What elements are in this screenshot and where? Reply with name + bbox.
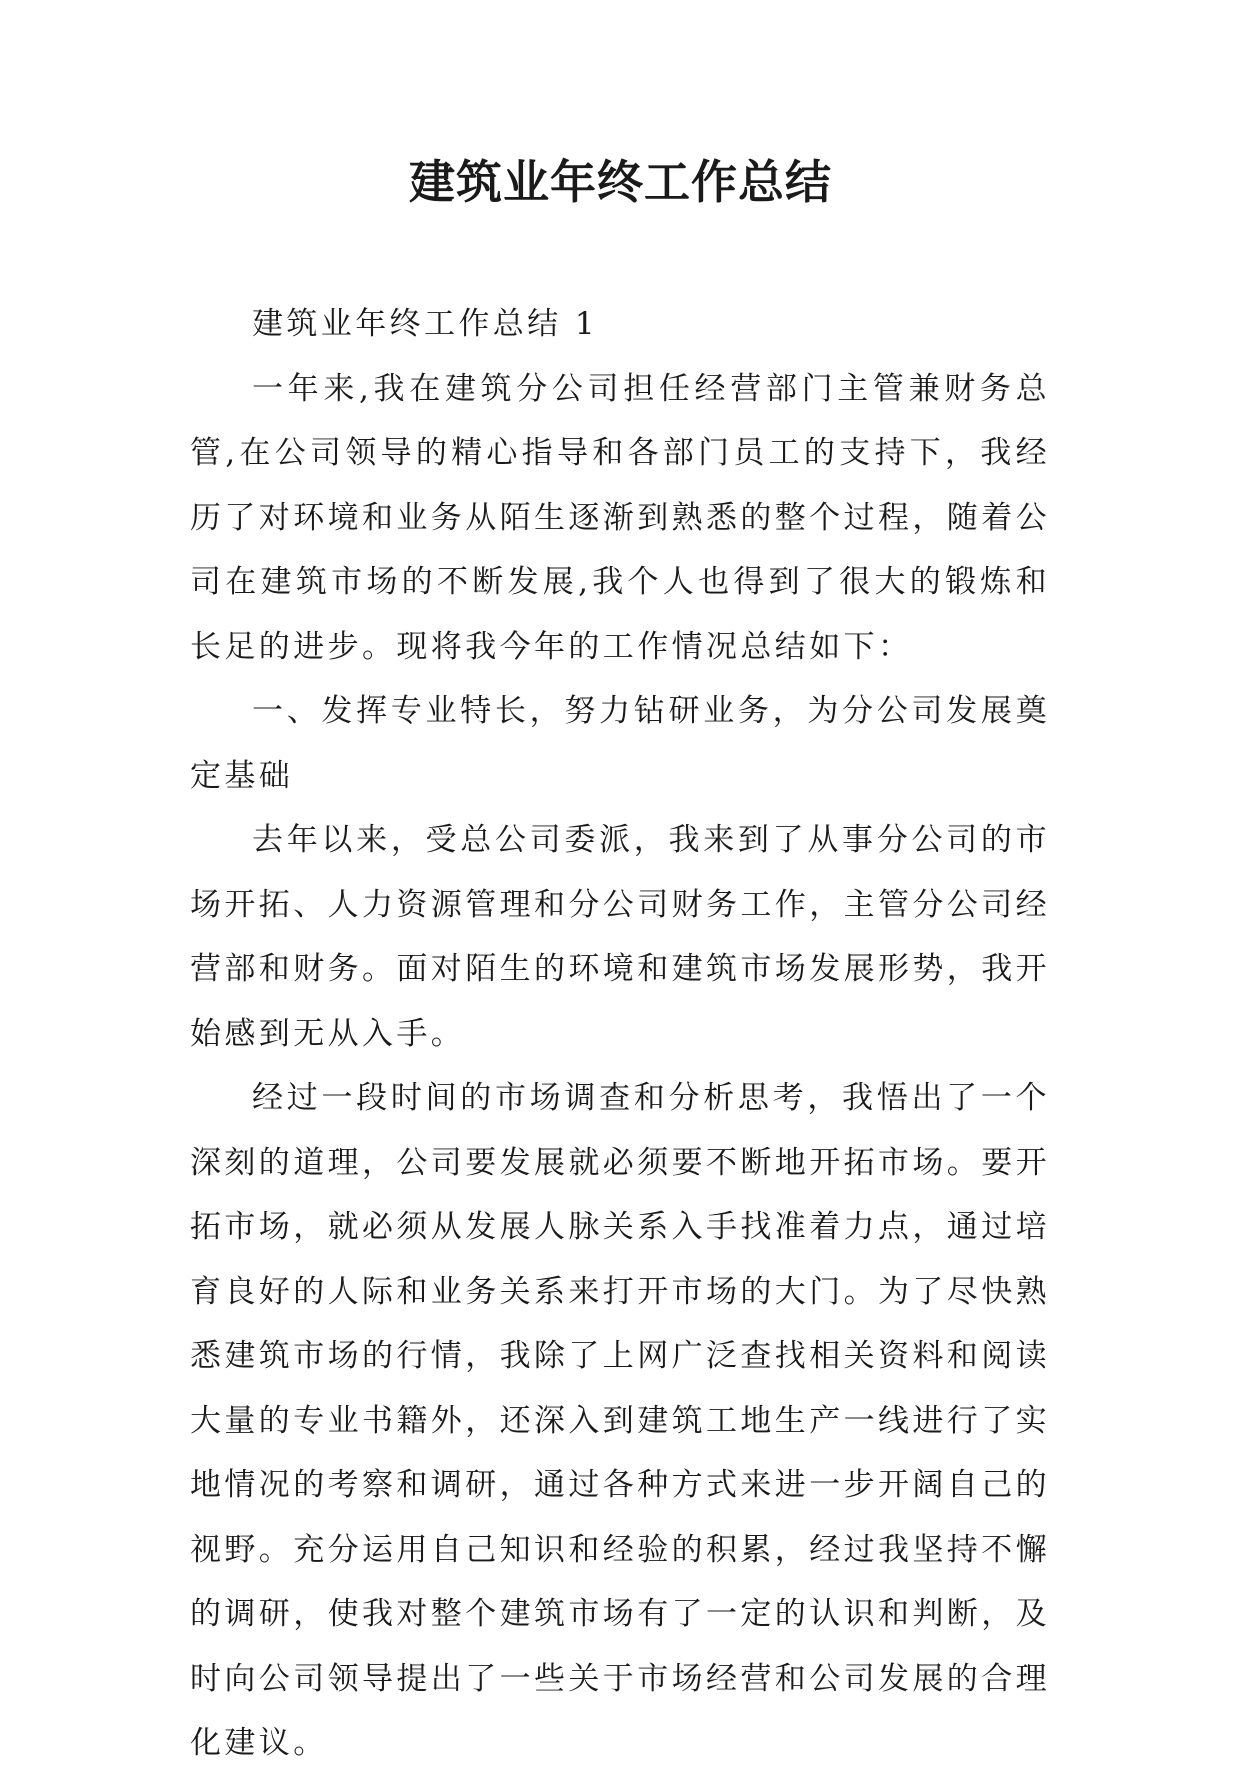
document-title: 建筑业年终工作总结 (409, 155, 832, 209)
paragraph: 一年来,我在建筑分公司担任经营部门主管兼财务总管,在公司领导的精心指导和各部门员工的支持下，我经历了对环境和业务从陌生逐渐到熟悉的整个过程，随着公司在建筑市场的不断发展,我个人也得到了很大的锻炼和长足的进步。现将我今年的工作情况总结如下： (190, 370, 1050, 665)
subsection-heading: 一、发挥专业特长，努力钻研业务，为分公司发展奠定基础 (190, 693, 1050, 794)
document-body (190, 292, 1050, 1776)
paragraph: 去年以来，受总公司委派，我来到了从事分公司的市场开拓、人力资源管理和分公司财务工作，主管分公司经营部和财务。面对陌生的环境和建筑市场发展形势，我开始感到无从入手。 (190, 822, 1050, 1052)
section-heading: 建筑业年终工作总结 1 (252, 306, 598, 342)
paragraph: 经过一段时间的市场调查和分析思考，我悟出了一个深刻的道理，公司要发展就必须要不断地开拓市场。要开拓市场，就必须从发展人脉关系入手找准着力点，通过培育良好的人际和业务关系来打开市场的大门。为了尽快熟悉建筑市场的行情，我除了上网广泛查找相关资料和阅读大量的专业书籍外，还深入到建筑工地生产一线进行了实地情况的考察和调研，通过各种方式来进一步开阔自己的视野。充分运用自己知识和经验的积累，经过我坚持不懈的调研，使我对整个建筑市场有了一定的认识和判断，及时向公司领导提出了一些关于市场经营和公司发展的合理化建议。 (190, 1080, 1050, 1761)
